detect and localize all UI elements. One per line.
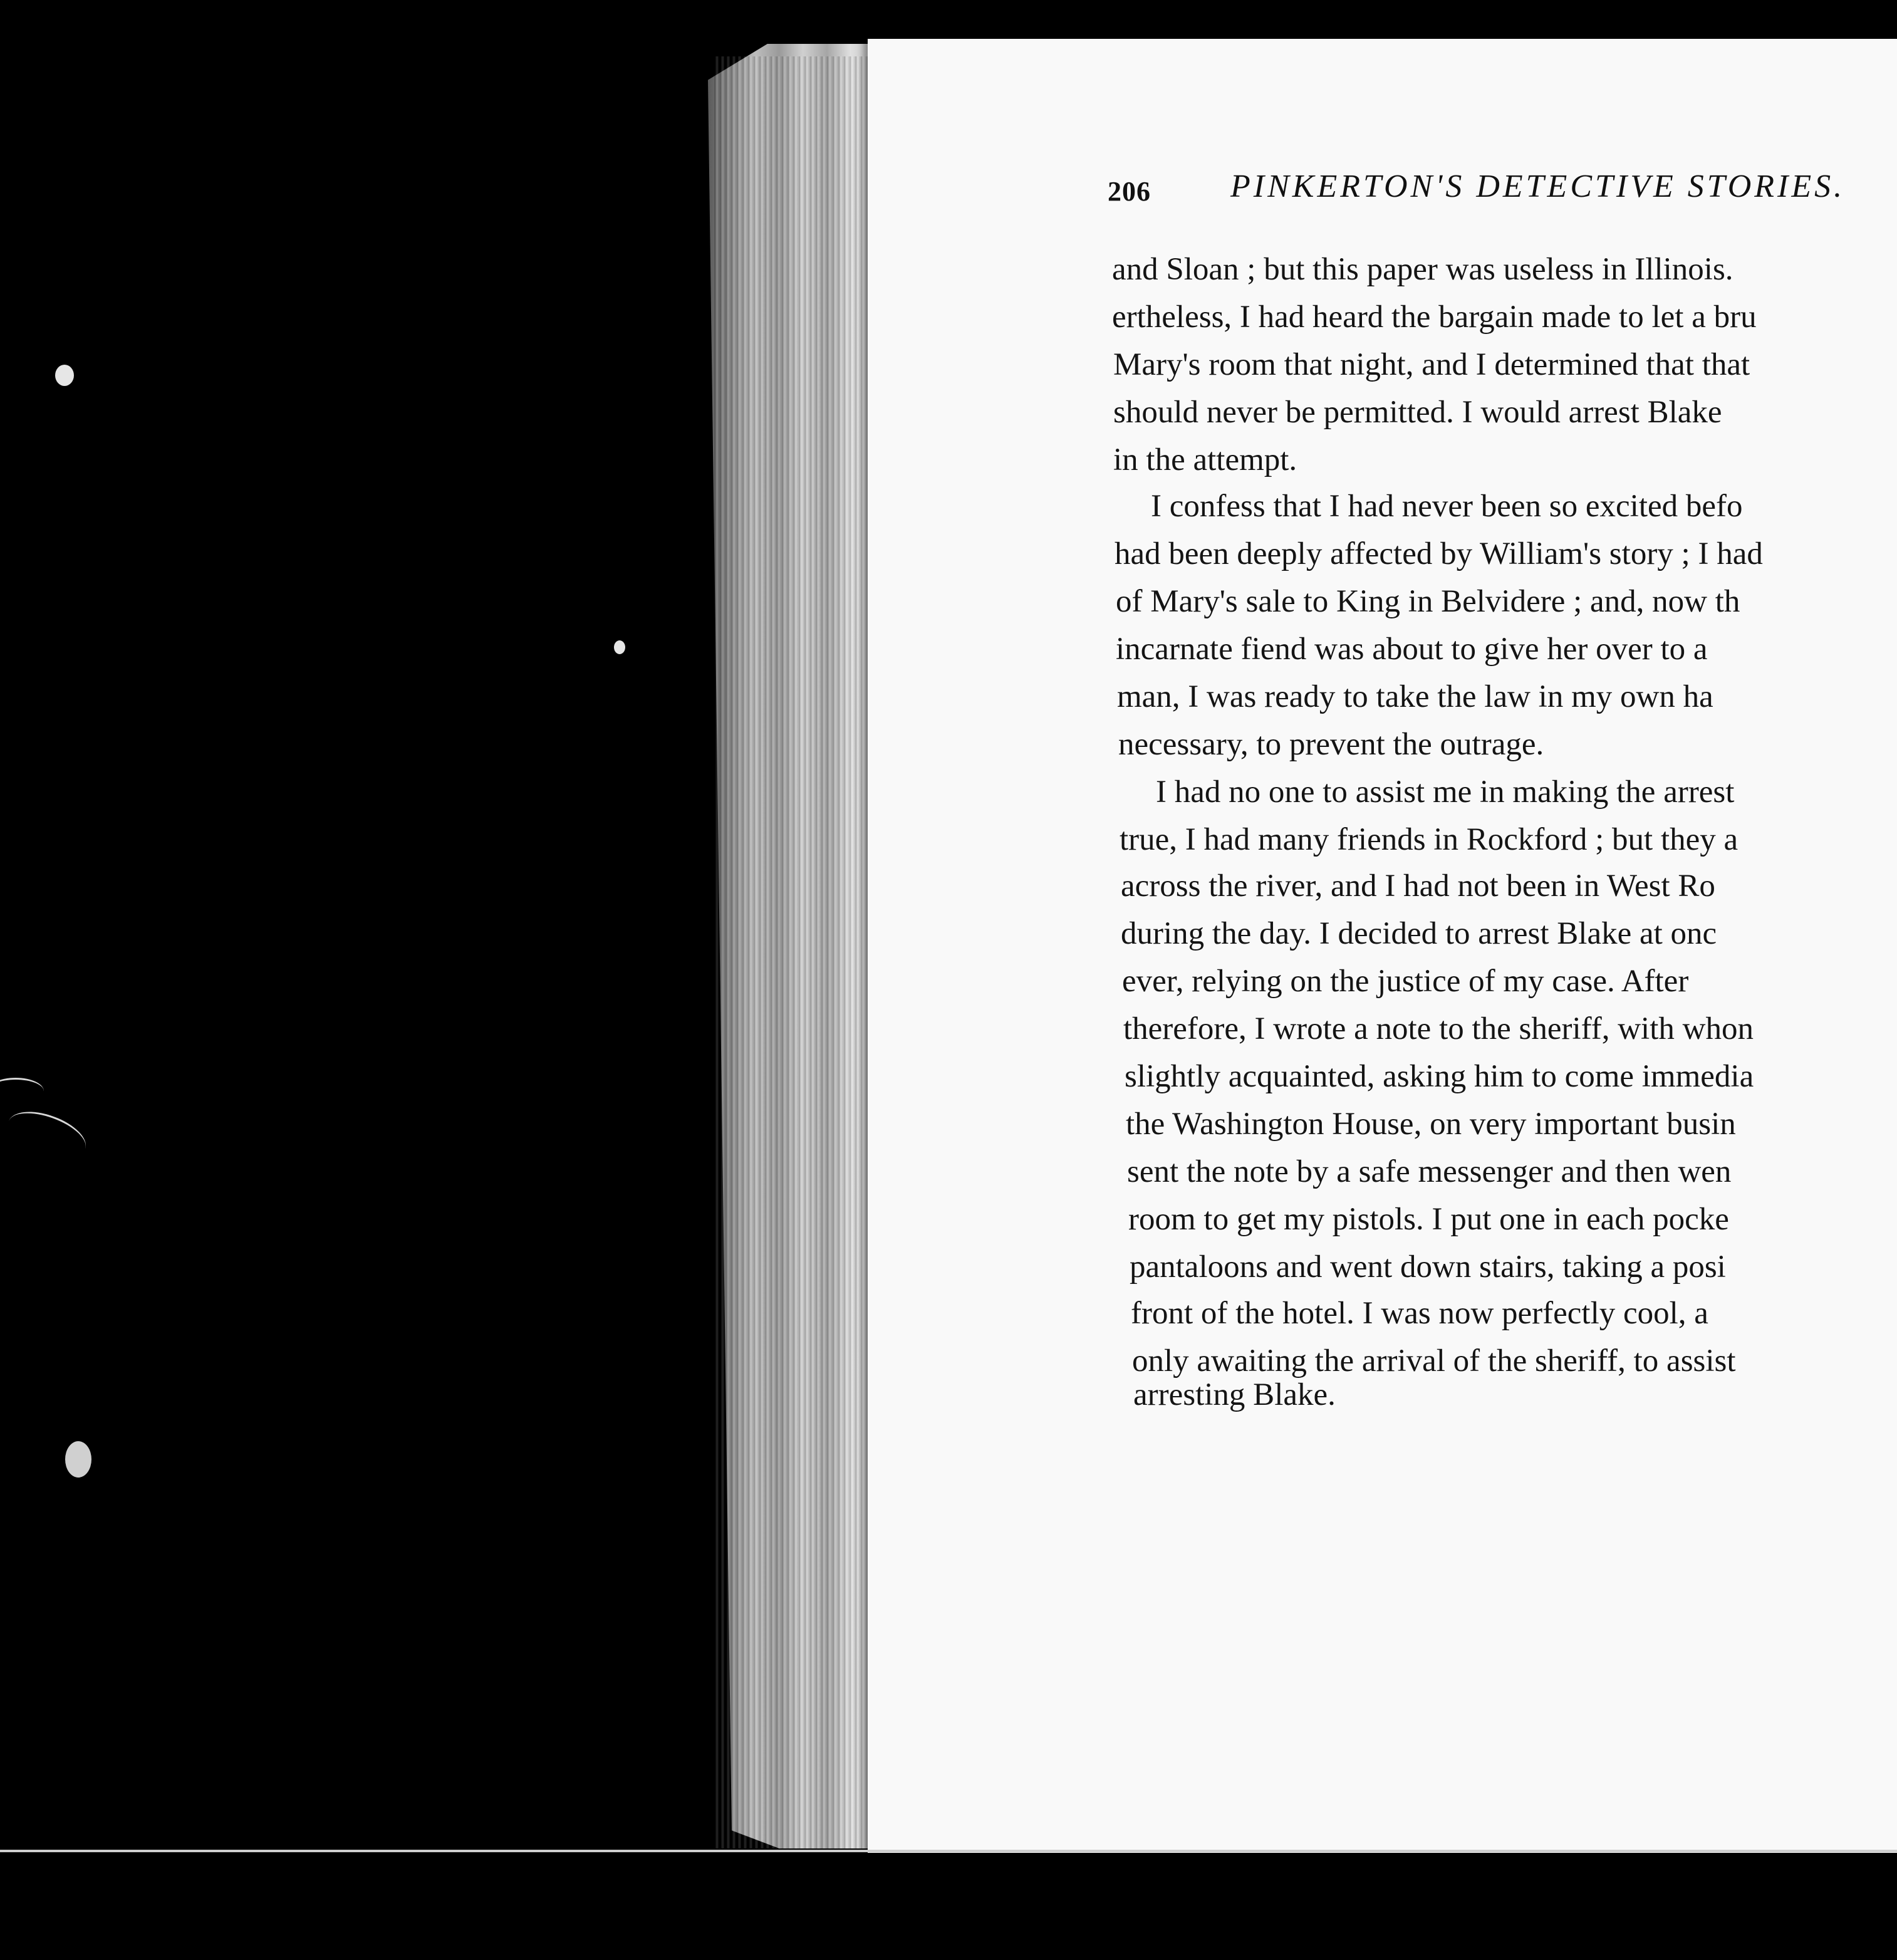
text-line: across the river, and I had not been in West Ro	[1121, 868, 1715, 904]
text-line: during the day. I decided to arrest Blake at onc	[1121, 916, 1717, 951]
text-line: room to get my pistols. I put one in each pocke	[1128, 1202, 1729, 1237]
scan-line	[0, 1850, 1897, 1852]
text-line: ertheless, I had heard the bargain made to let a bru	[1112, 300, 1757, 335]
text-line: ever, relying on the justice of my case. After	[1122, 964, 1689, 999]
text-line: I had no one to assist me in making the arrest	[1156, 774, 1735, 810]
text-line: had been deeply affected by William's story ; I had	[1115, 536, 1763, 571]
text-line: true, I had many friends in Rockford ; but they a	[1120, 822, 1738, 857]
dust-speck	[614, 640, 625, 654]
text-line: slightly acquainted, asking him to come immedia	[1125, 1059, 1754, 1094]
text-line: pantaloons and went down stairs, taking a posi	[1130, 1249, 1726, 1285]
text-line: I confess that I had never been so excited befo	[1151, 489, 1743, 524]
text-line: arresting Blake.	[1133, 1377, 1336, 1412]
text-line: of Mary's sale to King in Belvidere ; and, now th	[1116, 584, 1740, 619]
text-line: sent the note by a safe messenger and then wen	[1127, 1154, 1732, 1189]
text-line: in the attempt.	[1113, 442, 1297, 477]
running-title: PINKERTON'S DETECTIVE STORIES.	[1230, 169, 1846, 204]
text-line: therefore, I wrote a note to the sheriff, with whon	[1123, 1011, 1754, 1046]
dust-speck	[65, 1441, 91, 1478]
text-line: front of the hotel. I was now perfectly cool, a	[1131, 1296, 1708, 1331]
body-text	[1112, 251, 1897, 1416]
text-line: only awaiting the arrival of the sheriff, to assist	[1132, 1343, 1736, 1379]
text-line: necessary, to prevent the outrage.	[1118, 727, 1544, 762]
text-line: incarnate fiend was about to give her over to a	[1116, 632, 1708, 667]
page-edges	[714, 56, 877, 1848]
dust-speck	[55, 365, 74, 386]
text-line: man, I was ready to take the law in my own ha	[1117, 679, 1713, 714]
text-line: should never be permitted. I would arrest Blake	[1113, 395, 1722, 430]
text-line: and Sloan ; but this paper was useless in Illinois.	[1112, 252, 1733, 287]
text-line: the Washington House, on very important busin	[1126, 1107, 1736, 1142]
text-line: Mary's room that night, and I determined that that	[1113, 347, 1750, 382]
page-number: 206	[1108, 176, 1151, 207]
